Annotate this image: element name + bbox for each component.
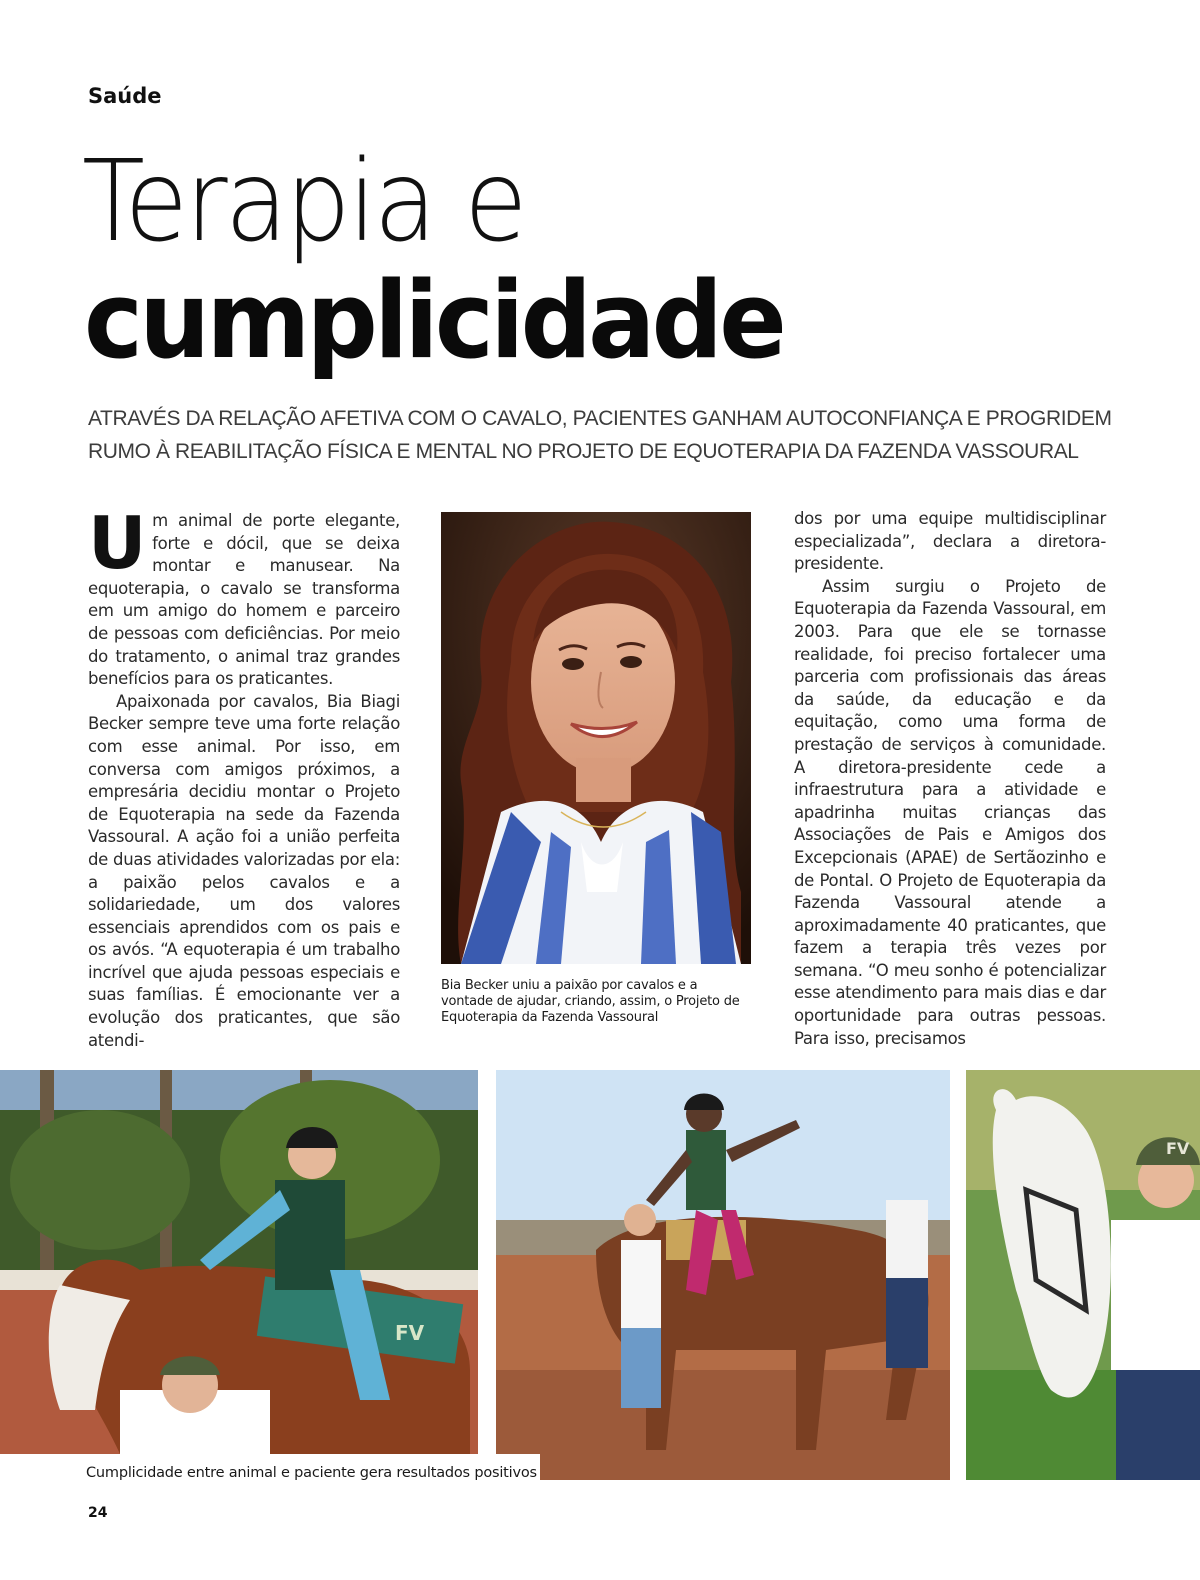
portrait-photo [441,512,751,964]
photo-caption-strip [0,1454,540,1494]
drop-cap: U [88,501,147,585]
article-column-1 [88,501,400,1052]
section-label: Saúde [88,84,162,108]
article-paragraph-1 [88,501,400,691]
headline-line-1: Terapia e [82,137,525,267]
portrait-caption: Bia Becker uniu a paixão por cavalos e a vontade de ajudar, criando, assim, o Projeto de Equoterapia da Fazenda Vassoural [441,978,740,1025]
article-paragraph-2: Apaixonada por cavalos, Bia Biagi Becker sempre teve uma forte relação com esse animal. Por isso, em conversa com amigos próximos, a empresária decidiu montar o Projeto de Equoterapia na sede da Fazenda Vassoural. A ação foi a união perfeita de duas atividades valorizadas por ela: a paixão pelos cavalos e a solidariedade, um dos valores essenciais aprendidos com os pais e os avós. “A equoterapia é um trabalho incrível que ajuda pessoas especiais e suas famílias. É emocionante ver a evolução dos praticantes, que são atendi- [88,691,400,1050]
photo-rider-on-horse [0,1070,478,1454]
subtitle-line-1: ATRAVÉS DA RELAÇÃO AFETIVA COM O CAVALO, PACIENTES GANHAM AUTOCONFIANÇA E PROGRIDEM [88,407,1112,430]
page-number: 24 [88,1505,108,1521]
photo-child-illustration [496,1070,950,1480]
article-paragraph-3: dos por uma equipe multidisciplinar especializada”, declara a diretora-presidente. [794,509,1106,574]
article-paragraph-4: Assim surgiu o Projeto de Equoterapia da Fazenda Vassoural, em 2003. Para que ele se tornasse realidade, foi preciso fortalecer uma parceria com profissionais das áreas da saúde, da educação e da equitação, como uma forma de prestação de serviços à comunidade. A diretora-presidente cede a infraestrutura para a atividade e apadrinha muitas crianças das Associações de Pais e Amigos dos Excepcionais (APAE) de Sertãozinho e de Pontal. O Projeto de Equoterapia da Fazenda Vassoural atende a aproximadamente 40 praticantes, que fazem a terapia três vezes por semana. “O meu sonho é potencializar esse atendimento para mais dias e dar oportunidade para outras pessoas. Para isso, precisamos [794,576,1106,1048]
cap-mark: FV [1166,1139,1190,1158]
subtitle [88,402,1118,468]
article-column-3 [794,508,1106,1050]
photo-caption: Cumplicidade entre animal e paciente gera resultados positivos [86,1465,537,1481]
photo-horse-illustration [966,1070,1200,1480]
article-paragraph-1-text: m animal de porte elegante, forte e dócil, que se deixa montar e manusear. Na equoterapia, o cavalo se transforma em um amigo do homem e parceiro de pessoas com deficiências. Por meio do tratamento, o animal traz grandes benefícios para os praticantes. [88,511,400,689]
portrait-illustration [441,512,751,964]
saddle-pad-mark: FV [395,1321,425,1345]
photo-child-on-horse [496,1070,950,1480]
photo-white-horse [966,1070,1200,1480]
headline-line-2: cumplicidade [84,259,784,382]
subtitle-line-2: RUMO À REABILITAÇÃO FÍSICA E MENTAL NO PROJETO DE EQUOTERAPIA DA FAZENDA VASSOURAL [88,440,1079,463]
photo-rider-illustration [0,1070,478,1454]
